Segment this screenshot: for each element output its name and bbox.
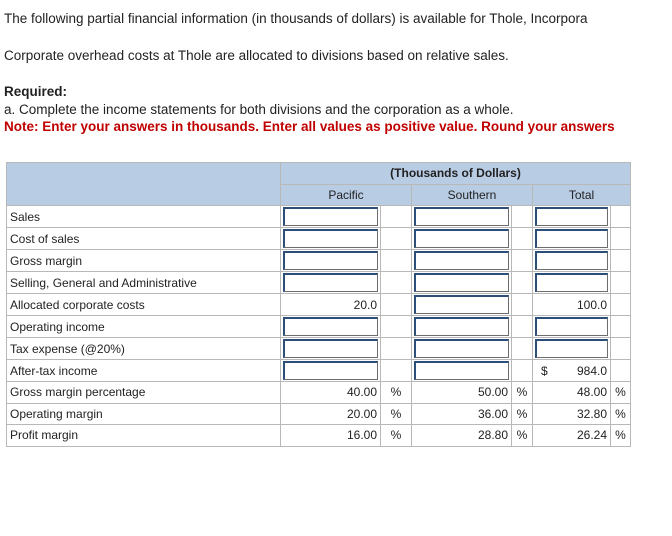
percent-sign: % bbox=[512, 425, 533, 447]
table-row bbox=[7, 294, 631, 316]
col-header-pacific: Pacific bbox=[281, 184, 412, 206]
row-label: Operating margin bbox=[7, 403, 281, 425]
row-label: Gross margin percentage bbox=[7, 382, 281, 404]
table-row bbox=[7, 206, 631, 228]
op-margin-pacific-value: 20.00 bbox=[281, 403, 381, 425]
table-row bbox=[7, 228, 631, 250]
col-header-total: Total bbox=[533, 184, 631, 206]
row-label: Allocated corporate costs bbox=[7, 294, 281, 316]
table-row bbox=[7, 338, 631, 360]
percent-sign: % bbox=[611, 382, 631, 404]
allocated-pacific-value: 20.0 bbox=[281, 294, 381, 316]
percent-sign: % bbox=[381, 425, 412, 447]
income-statement-table bbox=[6, 162, 631, 447]
op-margin-southern-value: 36.00 bbox=[412, 403, 512, 425]
cost-of-sales-pacific-input[interactable] bbox=[283, 229, 378, 248]
profit-margin-total-value: 26.24 bbox=[533, 425, 611, 447]
allocated-total-value: 100.0 bbox=[533, 294, 611, 316]
sga-total-input[interactable] bbox=[535, 273, 608, 292]
table-row bbox=[7, 250, 631, 272]
gm-pct-total-value: 48.00 bbox=[533, 382, 611, 404]
table-row bbox=[7, 316, 631, 338]
row-label: Tax expense (@20%) bbox=[7, 338, 281, 360]
row-label: Profit margin bbox=[7, 425, 281, 447]
percent-sign: % bbox=[381, 382, 412, 404]
percent-sign: % bbox=[611, 425, 631, 447]
sga-pacific-input[interactable] bbox=[283, 273, 378, 292]
row-label: Sales bbox=[7, 206, 281, 228]
percent-sign: % bbox=[512, 403, 533, 425]
tax-expense-pacific-input[interactable] bbox=[283, 339, 378, 358]
overhead-text: Corporate overhead costs at Thole are allocated to divisions based on relative sales. bbox=[4, 48, 509, 63]
sales-pacific-input[interactable] bbox=[283, 207, 378, 226]
row-label: Operating income bbox=[7, 316, 281, 338]
row-label: Cost of sales bbox=[7, 228, 281, 250]
row-label: Selling, General and Administrative bbox=[7, 272, 281, 294]
op-margin-total-value: 32.80 bbox=[533, 403, 611, 425]
operating-income-southern-input[interactable] bbox=[414, 317, 509, 336]
gm-pct-southern-value: 50.00 bbox=[412, 382, 512, 404]
required-heading: Required: bbox=[4, 84, 68, 99]
gross-margin-southern-input[interactable] bbox=[414, 251, 509, 270]
percent-sign: % bbox=[381, 403, 412, 425]
allocated-southern-input[interactable] bbox=[414, 295, 509, 314]
table-row bbox=[7, 272, 631, 294]
profit-margin-pacific-value: 16.00 bbox=[281, 425, 381, 447]
operating-income-pacific-input[interactable] bbox=[283, 317, 378, 336]
percent-sign: % bbox=[611, 403, 631, 425]
sga-southern-input[interactable] bbox=[414, 273, 509, 292]
after-tax-total-cell bbox=[533, 360, 611, 382]
group-header: (Thousands of Dollars) bbox=[281, 163, 631, 185]
gross-margin-total-input[interactable] bbox=[535, 251, 608, 270]
table-row bbox=[7, 425, 631, 447]
gm-pct-pacific-value: 40.00 bbox=[281, 382, 381, 404]
col-header-southern: Southern bbox=[412, 184, 533, 206]
required-part-a: a. Complete the income statements for both divisions and the corporation as a whole. bbox=[4, 102, 514, 117]
header-blank bbox=[7, 163, 281, 206]
tax-expense-southern-input[interactable] bbox=[414, 339, 509, 358]
table-row bbox=[7, 382, 631, 404]
operating-income-total-input[interactable] bbox=[535, 317, 608, 336]
sales-total-input[interactable] bbox=[535, 207, 608, 226]
profit-margin-southern-value: 28.80 bbox=[412, 425, 512, 447]
intro-text: The following partial financial information (in thousands of dollars) is available for Thole, Incorpora bbox=[4, 11, 588, 26]
gross-margin-pacific-input[interactable] bbox=[283, 251, 378, 270]
row-label: After-tax income bbox=[7, 360, 281, 382]
sales-southern-input[interactable] bbox=[414, 207, 509, 226]
after-tax-pacific-input[interactable] bbox=[283, 361, 378, 380]
tax-expense-total-input[interactable] bbox=[535, 339, 608, 358]
cost-of-sales-total-input[interactable] bbox=[535, 229, 608, 248]
after-tax-southern-input[interactable] bbox=[414, 361, 509, 380]
dollar-sign: $ bbox=[541, 363, 548, 378]
after-tax-total-value: 984.0 bbox=[576, 363, 607, 378]
note-text: Note: Enter your answers in thousands. Enter all values as positive value. Round your answers bbox=[4, 119, 615, 134]
table-row bbox=[7, 360, 631, 382]
row-label: Gross margin bbox=[7, 250, 281, 272]
cost-of-sales-southern-input[interactable] bbox=[414, 229, 509, 248]
percent-sign: % bbox=[512, 382, 533, 404]
table-row bbox=[7, 403, 631, 425]
